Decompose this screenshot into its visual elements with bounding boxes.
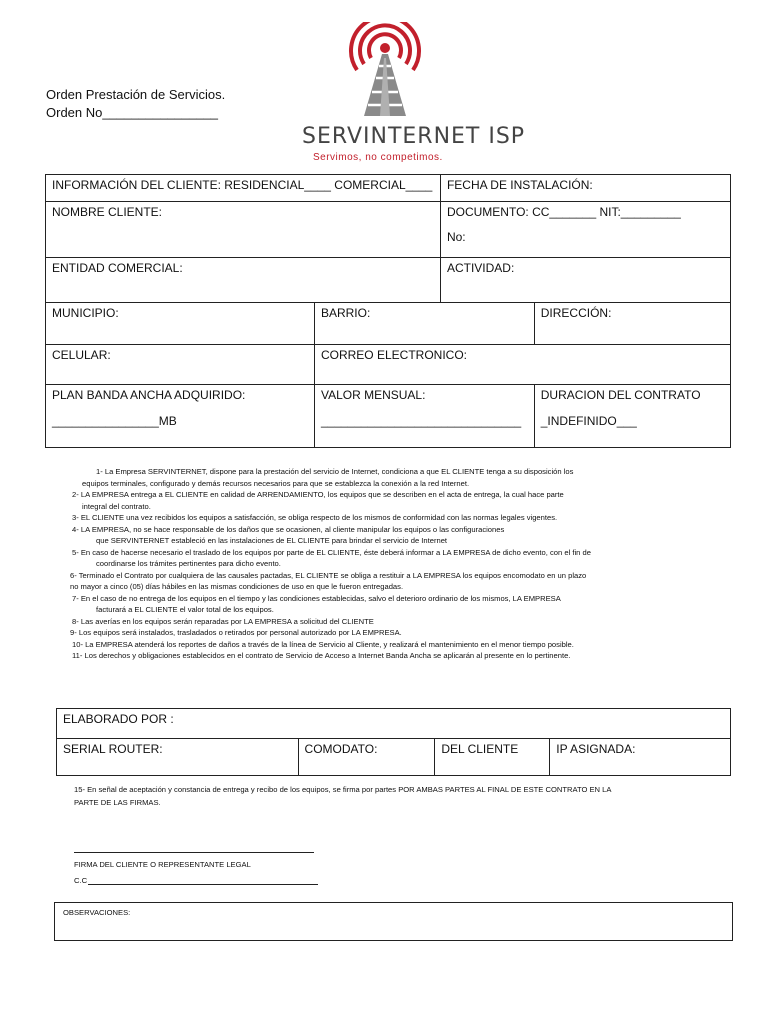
observations-label: OBSERVACIONES: — [63, 908, 131, 917]
clause-15-line-2: PARTE DE LAS FIRMAS. — [74, 798, 161, 807]
client-owned-label: DEL CLIENTE — [435, 739, 550, 776]
clause-line: coordinarse los trámites pertinentes para dicho evento. — [96, 559, 281, 568]
brand-slogan: Servimos, no competimos. — [313, 152, 443, 163]
address-label: DIRECCIÓN: — [534, 303, 730, 345]
contract-duration-label: DURACION DEL CONTRATO — [540, 388, 701, 402]
signature-label: FIRMA DEL CLIENTE O REPRESENTANTE LEGAL — [74, 860, 251, 869]
monthly-value-cell — [314, 385, 534, 448]
clause-line: 8- Las averías en los equipos serán reparadas por LA EMPRESA a solicitud del CLIENTE — [72, 616, 374, 626]
clause-line: integral del contrato. — [82, 501, 151, 511]
clauses-list — [54, 466, 702, 662]
cc-line — [88, 884, 318, 885]
serial-router-label: SERIAL ROUTER: — [57, 739, 299, 776]
document-cell — [440, 202, 730, 258]
observations-box — [54, 902, 733, 941]
clause-line: 6- Terminado el Contrato por cualquiera de las causales pactadas, EL CLIENTE se obliga a restituir a LA EMPRESA los equipos encomodato en un plazo — [70, 570, 587, 580]
business-entity-label: ENTIDAD COMERCIAL: — [46, 258, 441, 303]
document-no-label: No: — [446, 230, 466, 244]
clause-line: 10- La EMPRESA atenderá los reportes de daños a través de la línea de Servicio al Cliente, y realizará el mantenimiento en el menor tiempo posible. — [72, 639, 574, 649]
clause-15-line-1: 15- En señal de aceptación y constancia de entrega y recibo de los equipos, se firma por partes POR AMBAS PARTES AL FINAL DE ESTE CONTRATO EN LA — [74, 785, 612, 794]
clause-line: 9- Los equipos será instalados, trasladados o retirados por personal autorizado por LA EMPRESA. — [70, 628, 402, 637]
form-title: Orden Prestación de Servicios. — [46, 87, 226, 102]
clause-line: 7- En el caso de no entrega de los equipos en el tiempo y las condiciones establecidas, salvo el deterioro ordinario de los mismos, LA EMPRESA — [72, 593, 561, 603]
contract-duration-value: _INDEFINIDO___ — [540, 414, 637, 428]
neighborhood-label: BARRIO: — [314, 303, 534, 345]
order-number: Orden No________________ — [46, 105, 219, 120]
client-info-table — [45, 174, 731, 448]
install-date-label: FECHA DE INSTALACIÓN: — [440, 175, 730, 202]
brand-name: SERVINTERNET ISP — [302, 124, 526, 149]
monthly-value-line: ______________________________ — [320, 414, 522, 428]
clause-line: facturará a EL CLIENTE el valor total de los equipos. — [96, 605, 274, 614]
clause-line: no mayor a cinco (05) días hábiles en las mismas condiciones de uso en que le fueron entregadas. — [70, 582, 404, 591]
clause-line: 11- Los derechos y obligaciones establecidos en el contrato de Servicio de Acceso a Internet Banda Ancha se aplicarán al presente en lo pertinente. — [72, 651, 571, 660]
clause-line: 3- EL CLIENTE una vez recibidos los equipos a satisfacción, se obliga respecto de los mismos de conformidad con las normas legales vigentes. — [72, 513, 558, 522]
client-name-label: NOMBRE CLIENTE: — [46, 202, 441, 258]
contract-duration-cell — [534, 385, 730, 448]
ip-assigned-label: IP ASIGNADA: — [550, 739, 731, 776]
email-label: CORREO ELECTRONICO: — [314, 345, 730, 385]
clause-line: 1- La Empresa SERVINTERNET, dispone para la prestación del servicio de Internet, condiciona a que EL CLIENTE tenga a su disposición los — [96, 467, 574, 476]
comodato-label: COMODATO: — [298, 739, 435, 776]
cellphone-label: CELULAR: — [46, 345, 315, 385]
activity-label: ACTIVIDAD: — [440, 258, 730, 303]
clause-line: 4- LA EMPRESA, no se hace responsable de los daños que se ocasionen, al cliente manipular los equipos o las configuraciones — [72, 524, 505, 534]
equipment-table — [56, 708, 731, 776]
prepared-by-label: ELABORADO POR : — [57, 709, 731, 739]
clause-line: equipos terminales, configurado y demás recursos necesarios para que se establezca la conexión a la red Internet. — [82, 478, 470, 488]
plan-value-line: ________________MB — [52, 414, 177, 428]
clause-line: 2- LA EMPRESA entrega a EL CLIENTE en calidad de ARRENDAMIENTO, los equipos que se describen en el acta de entrega, la cual hace parte — [72, 490, 564, 499]
monthly-value-label: VALOR MENSUAL: — [320, 388, 426, 402]
clause-line: 5- En caso de hacerse necesario el traslado de los equipos por parte de EL CLIENTE, éste deberá informar a LA EMPRESA de dicho evento, con el fin de — [72, 547, 591, 557]
plan-cell — [46, 385, 315, 448]
client-info-label: INFORMACIÓN DEL CLIENTE: RESIDENCIAL____ COMERCIAL____ — [46, 175, 441, 202]
municipality-label: MUNICIPIO: — [46, 303, 315, 345]
signature-line — [74, 852, 314, 853]
plan-label: PLAN BANDA ANCHA ADQUIRIDO: — [52, 388, 246, 402]
cc-label: C.C — [74, 876, 88, 885]
clause-line: que SERVINTERNET estableció en las instalaciones de EL CLIENTE para brindar el servicio de Internet — [96, 536, 448, 545]
document-label: DOCUMENTO: CC_______ NIT:_________ — [446, 205, 681, 219]
